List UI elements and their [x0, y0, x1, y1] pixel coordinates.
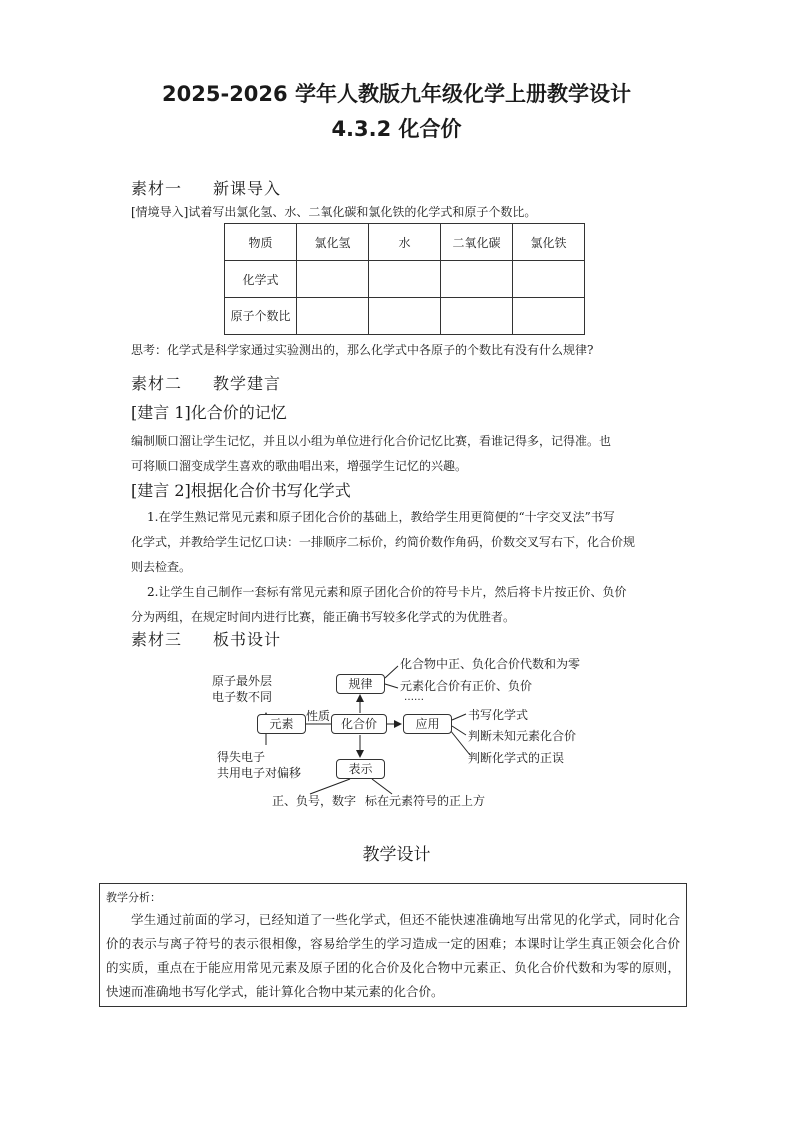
diagram-express-item: 标在元素符号的正上方	[365, 794, 486, 808]
lesson-title: 4.3.2 化合价	[331, 117, 462, 141]
diagram-node-rule: 规律	[336, 674, 385, 694]
diagram-label-property: 性质	[306, 709, 331, 723]
suggestion2-title: [建言 2]根据化合价书写化学式	[131, 481, 351, 500]
material1-think: 思考：化学式是科学家通过实验测出的，那么化学式中各原子的个数比有没有什么规律?	[131, 343, 594, 357]
analysis-box	[99, 883, 687, 1007]
express-branch-line	[372, 779, 392, 794]
material2-number: 素材二	[131, 374, 183, 393]
table-row-label: 原子个数比	[225, 298, 297, 335]
apply-branch-line	[450, 730, 470, 755]
diagram-outer-electron-line2: 电子数不同	[212, 690, 273, 704]
diagram-gain-line2: 共用电子对偏移	[217, 766, 302, 780]
suggestion2-p2-line1: 2.让学生自己制作一套标有常见元素和原子团化合价的符号卡片，然后将卡片按正价、负价	[147, 585, 627, 599]
table-header-cell: 水	[369, 224, 441, 261]
rule-branch-line	[385, 684, 398, 688]
teaching-design-heading: 教学设计	[362, 845, 431, 865]
rule-branch-line	[385, 666, 398, 678]
analysis-heading: 教学分析：	[106, 891, 161, 904]
material1-intro: [情境导入]试着写出氯化氢、水、二氧化碳和氯化铁的化学式和原子个数比。	[131, 205, 537, 219]
diagram-rule-item: 元素化合价有正价、负价	[400, 679, 533, 693]
suggestion2-p2-line2: 分为两组，在规定时间内进行比赛，能正确书写较多化学式的为优胜者。	[131, 610, 516, 624]
suggestion2-p1-line3: 则去检查。	[131, 560, 192, 574]
diagram-rule-item: 化合物中正、负化合价代数和为零	[400, 657, 581, 671]
diagram-apply-item: 判断化学式的正误	[468, 751, 565, 765]
diagram-outer-electron-line1: 原子最外层	[212, 674, 273, 688]
suggestion1-line2: 可将顺口溜变成学生喜欢的歌曲唱出来，增强学生记忆的兴趣。	[131, 459, 468, 473]
table-header-cell: 二氧化碳	[441, 224, 513, 261]
material2-name: 教学建言	[213, 374, 282, 393]
analysis-body: 学生通过前面的学习，已经知道了一些化学式，但还不能快速准确地写出常见的化学式，同时化合价的表示与离子符号的表示很相像，容易给学生的学习造成一定的困难；本课时让学生真正领会化合价的实质，重点在于能应用常见元素及原子团的化合价及化合物中元素正、负化合价代数和为零的原则，快速而准确地书写化学式，能计算化合物中某元素的化合价。	[106, 912, 680, 999]
suggestion1-title: [建言 1]化合价的记忆	[131, 403, 287, 422]
table-header-cell: 氯化氢	[297, 224, 369, 261]
express-branch-line	[310, 779, 350, 794]
diagram-apply-item: 书写化学式	[468, 708, 529, 722]
material3-number: 素材三	[131, 630, 183, 649]
diagram-node-valence: 化合价	[331, 714, 387, 734]
material1-number: 素材一	[131, 179, 183, 198]
diagram-node-express: 表示	[336, 759, 385, 779]
diagram-express-item: 正、负号，数字	[272, 794, 357, 808]
apply-branch-line	[452, 714, 466, 720]
apply-branch-line	[452, 726, 466, 735]
table-row-label: 化学式	[225, 261, 297, 298]
diagram-gain-line1: 得失电子	[217, 750, 266, 764]
diagram-node-apply: 应用	[403, 714, 452, 734]
suggestion1-line1: 编制顺口溜让学生记忆，并且以小组为单位进行化合价记忆比赛，看谁记得多，记得准。也	[131, 434, 612, 448]
document-title: 2025-2026 学年人教版九年级化学上册教学设计	[162, 82, 631, 106]
material3-name: 板书设计	[213, 630, 282, 649]
diagram-node-element: 元素	[257, 714, 306, 734]
suggestion2-p1-line1: 1.在学生熟记常见元素和原子团化合价的基础上，教给学生用更简便的“十字交叉法”书写	[147, 510, 615, 524]
diagram-apply-item: 判断未知元素化合价	[468, 729, 577, 743]
diagram-rule-ellipsis: ……	[404, 692, 424, 703]
table-header-cell: 物质	[225, 224, 297, 261]
table-header-cell: 氯化铁	[513, 224, 585, 261]
material1-name: 新课导入	[213, 179, 282, 198]
suggestion2-p1-line2: 化学式，并教给学生记忆口诀：一排顺序二标价，约简价数作角码，价数交叉写右下，化合价规	[131, 535, 636, 549]
